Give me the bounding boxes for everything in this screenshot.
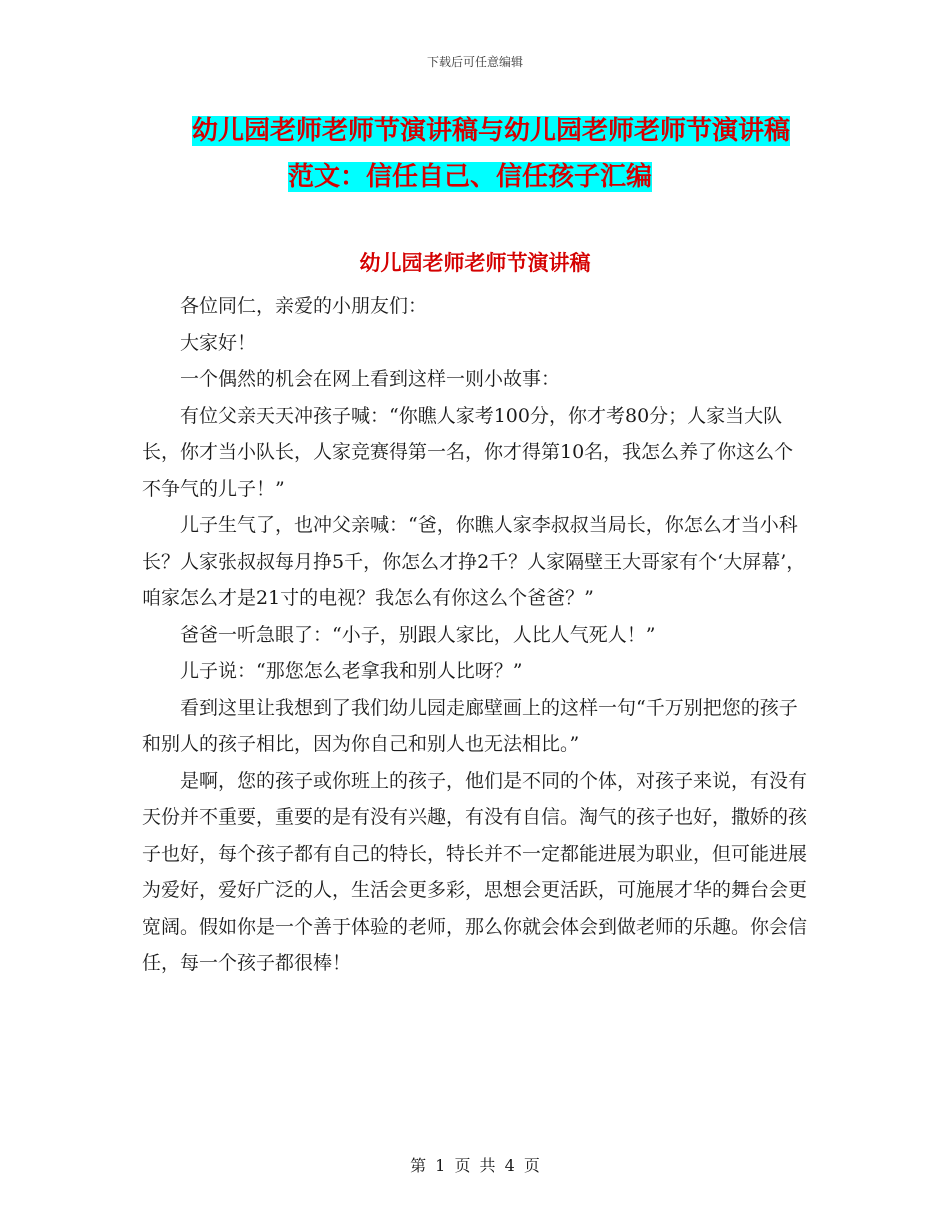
document-body bbox=[142, 288, 810, 982]
section-title: 幼儿园老师老师节演讲稿 bbox=[359, 251, 591, 275]
paragraph: 是啊，您的孩子或你班上的孩子，他们是不同的个体，对孩子来说，有没有天份并不重要，重要的是有没有兴趣，有没有自信。淘气的孩子也好，撒娇的孩子也好，每个孩子都有自己的特长，特长并不一定都能进展为职业，但可能进展为爱好，爱好广泛的人，生活会更多彩，思想会更活跃，可施展才华的舞台会更宽阔。假如你是一个善于体验的老师，那么你就会体会到做老师的乐趣。你会信任，每一个孩子都很棒！ bbox=[142, 769, 808, 974]
paragraph: 儿子生气了，也冲父亲喊：“爸，你瞧人家李叔叔当局长，你怎么才当小科长？人家张叔叔每月挣5千，你怎么才挣2千？人家隔壁王大哥家有个‘大屏幕’，咱家怎么才是21寸的电视？我怎么有你这么个爸爸？” bbox=[142, 514, 806, 609]
paragraph: 儿子说：“那您怎么老拿我和别人比呀？” bbox=[180, 660, 523, 682]
paragraph: 爸爸一听急眼了：“小子，别跟人家比，人比人气死人！” bbox=[180, 623, 656, 646]
title-line-2-wrapper bbox=[192, 154, 812, 200]
page-footer: 第 1 页 共 4 页 bbox=[410, 1156, 540, 1175]
title-line-2: 范文：信任自己、信任孩子汇编 bbox=[288, 162, 653, 192]
title-line-1: 幼儿园老师老师节演讲稿与幼儿园老师老师节演讲稿 bbox=[192, 116, 791, 146]
paragraph: 各位同仁，亲爱的小朋友们： bbox=[180, 295, 428, 317]
paragraph: 大家好！ bbox=[180, 331, 257, 354]
paragraph: 一个偶然的机会在网上看到这样一则小故事： bbox=[180, 368, 561, 390]
paragraph: 有位父亲天天冲孩子喊：“你瞧人家考100分，你才考80分；人家当大队长，你才当小队长，人家竞赛得第一名，你才得第10名，我怎么养了你这么个不争气的儿子！” bbox=[142, 404, 794, 500]
paragraph: 看到这里让我想到了我们幼儿园走廊壁画上的这样一句“千万别把您的孩子和别人的孩子相比，因为你自己和别人也无法相比。” bbox=[142, 696, 798, 755]
header-note: 下载后可任意编辑 bbox=[426, 55, 523, 69]
document-title bbox=[192, 108, 812, 200]
